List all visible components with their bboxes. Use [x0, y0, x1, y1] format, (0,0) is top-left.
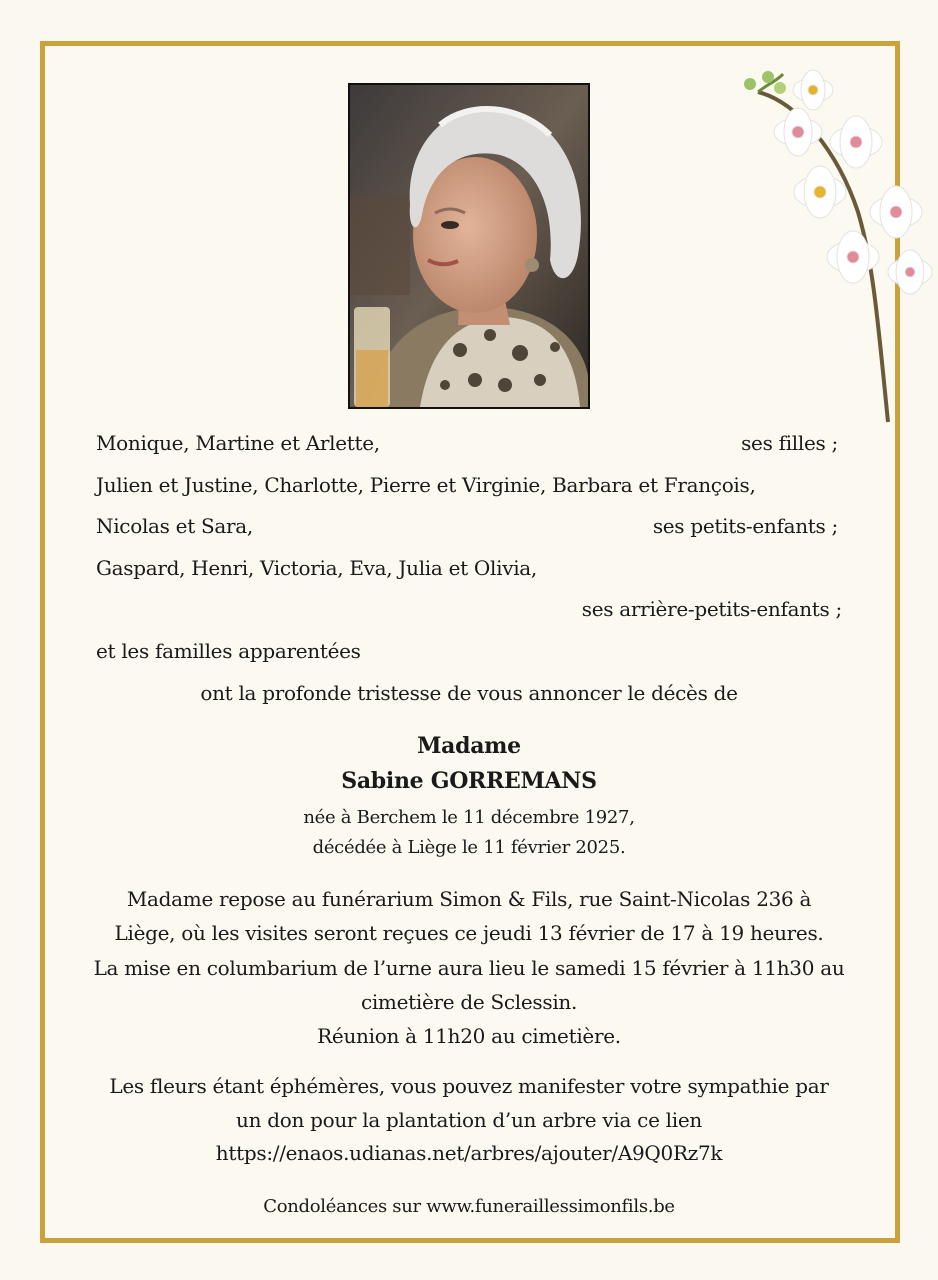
arrangements-line1: Madame repose au funérarium Simon & Fils, rue Saint-Nicolas 236 à: [126, 887, 812, 911]
flowers-line2: un don pour la plantation d’un arbre via ce lien: [235, 1108, 702, 1132]
flowers-line1: Les fleurs étant éphémères, vous pouvez manifester votre sympathie par: [109, 1074, 829, 1098]
orchid-decoration-icon: [728, 62, 938, 427]
death-info: décédée à Liège le 11 février 2025.: [312, 837, 626, 858]
arrangements-line4: cimetière de Sclessin.: [360, 990, 578, 1014]
grandchildren-line2: Nicolas et Sara,: [96, 514, 253, 538]
arrangements-line5: Réunion à 11h20 au cimetière.: [317, 1024, 621, 1048]
grandchildren-line1: Julien et Justine, Charlotte, Pierre et Virginie, Barbara et François,: [96, 473, 756, 497]
relatives: et les familles apparentées: [96, 639, 361, 663]
birth-info: née à Berchem le 11 décembre 1927,: [303, 807, 635, 828]
condolences-link[interactable]: Condoléances sur www.funeraillessimonfils.be: [263, 1196, 675, 1217]
daughters-role: ses filles ;: [741, 431, 838, 455]
arrangements-line2: Liège, où les visites seront reçues ce jeudi 13 février de 17 à 19 heures.: [114, 921, 824, 945]
arrangements-line3: La mise en columbarium de l’urne aura lieu le samedi 15 février à 11h30 au: [93, 956, 845, 980]
tree-donation-link[interactable]: https://enaos.udianas.net/arbres/ajouter/A9Q0Rz7k: [215, 1141, 723, 1165]
grandchildren-role: ses petits-enfants ;: [652, 514, 838, 538]
portrait-illustration: [350, 85, 588, 407]
portrait-photo: [348, 83, 590, 409]
announcement: ont la profonde tristesse de vous annoncer le décès de: [200, 681, 738, 705]
great-grandchildren: Gaspard, Henri, Victoria, Eva, Julia et Olivia,: [96, 556, 537, 580]
daughters-names: Monique, Martine et Arlette,: [96, 431, 380, 455]
great-grandchildren-role: ses arrière-petits-enfants ;: [581, 597, 842, 621]
deceased-name: Sabine GORREMANS: [341, 768, 597, 794]
deceased-title: Madame: [417, 733, 521, 759]
